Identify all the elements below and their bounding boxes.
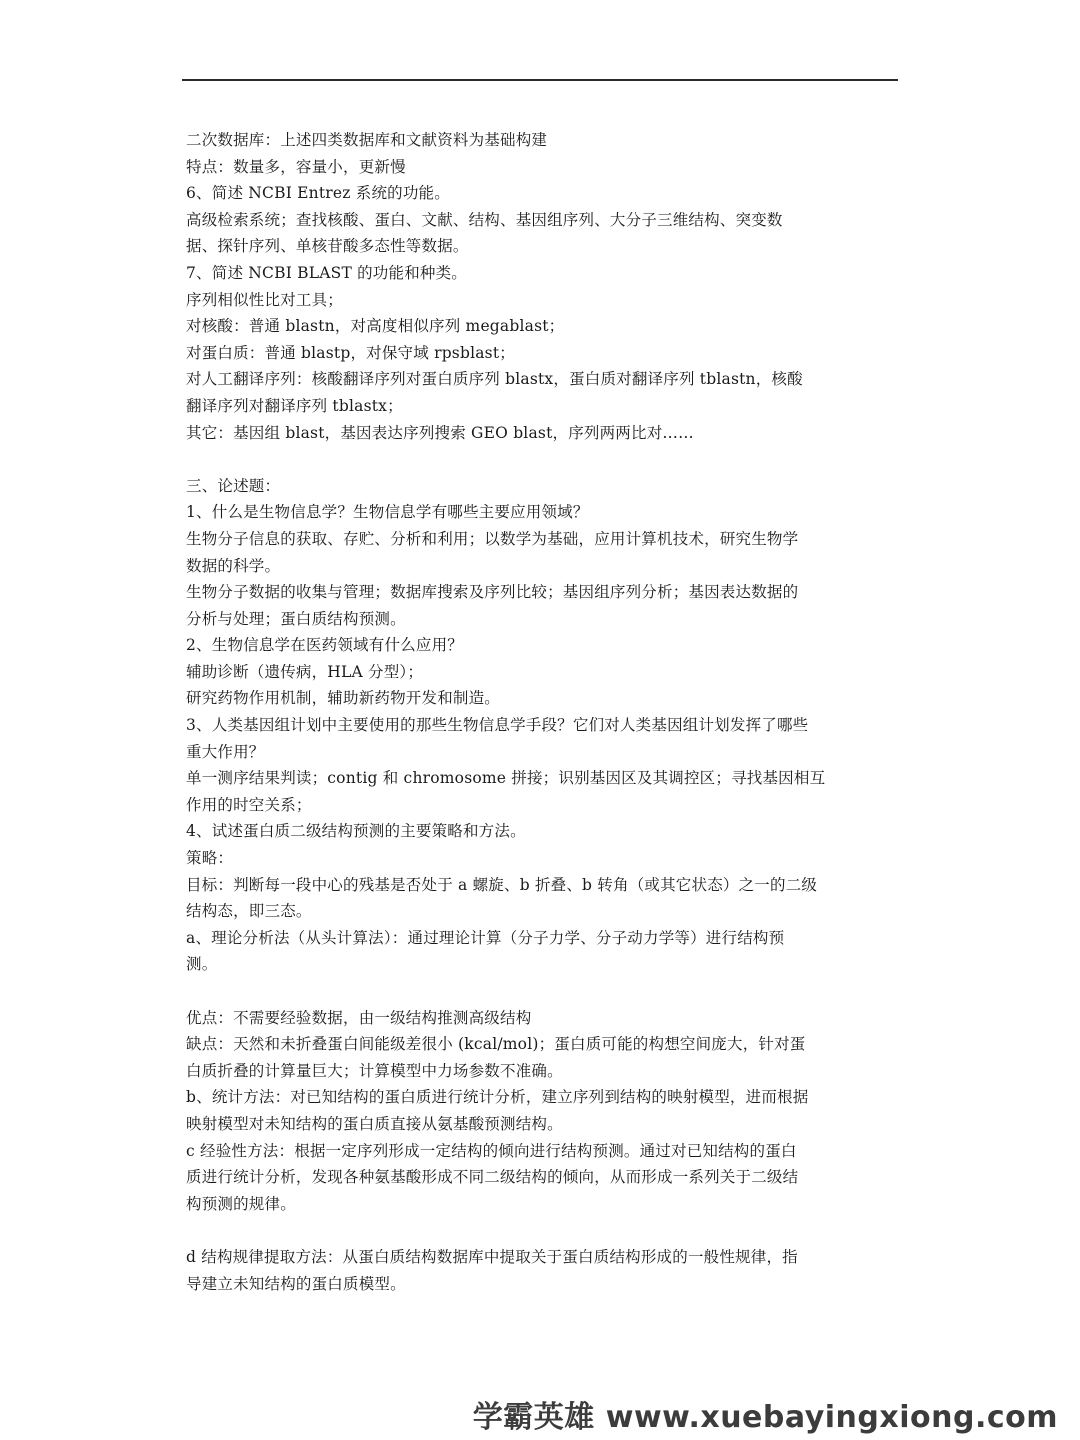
text-line: 三、论述题： [186,476,281,495]
text-line: 重大作用？ [186,742,265,761]
text-line: 映射模型对未知结构的蛋白质直接从氨基酸预测结构。 [186,1114,563,1133]
header-rule [182,79,898,81]
text-line: 生物分子数据的收集与管理；数据库搜索及序列比较；基因组序列分析；基因表达数据的 [186,583,799,602]
text-line: 对人工翻译序列：核酸翻译序列对蛋白质序列 blastx，蛋白质对翻译序列 tblastn，核酸 [186,370,803,389]
text-line: 生物分子信息的获取、存贮、分析和利用；以数学为基础，应用计算机技术，研究生物学 [186,529,799,548]
text-line: 数据的科学。 [186,556,281,575]
text-line: 其它：基因组 blast，基因表达序列搜索 GEO blast，序列两两比对…… [186,423,694,442]
text-line: d 结构规律提取方法：从蛋白质结构数据库中提取关于蛋白质结构形成的一般性规律，指 [186,1247,798,1266]
blank-line [186,978,898,1005]
watermark: 学霸英雄 www.xuebayingxiong.com [472,1400,1058,1435]
text-line: 作用的时空关系； [186,795,312,814]
text-line: 序列相似性比对工具； [186,290,344,309]
text-line: 翻译序列对翻译序列 tblastx； [186,396,403,415]
text-line: 2、生物信息学在医药领域有什么应用？ [186,636,463,655]
text-line: 7、简述 NCBI BLAST 的功能和种类。 [186,263,468,282]
text-line: 对蛋白质：普通 blastp，对保守域 rpsblast； [186,343,515,362]
text-line: 构预测的规律。 [186,1194,296,1213]
text-line: 6、简述 NCBI Entrez 系统的功能。 [186,184,450,203]
text-line: b、统计方法：对已知结构的蛋白质进行统计分析，建立序列到结构的映射模型，进而根据 [186,1088,809,1107]
text-line: 据、探针序列、单核苷酸多态性等数据。 [186,237,469,256]
blank-line [186,1217,898,1244]
text-line: 研究药物作用机制，辅助新药物开发和制造。 [186,689,501,708]
text-line: 缺点：天然和未折叠蛋白间能级差很小 (kcal/mol)；蛋白质可能的构想空间庞大，针对蛋 [186,1035,806,1054]
document-body [186,127,898,1297]
text-line: 1、什么是生物信息学？生物信息学有哪些主要应用领域？ [186,503,589,522]
blank-line [186,446,898,473]
text-line: 策略： [186,849,234,868]
text-line: 高级检索系统；查找核酸、蛋白、文献、结构、基因组序列、大分子三维结构、突变数 [186,210,783,229]
text-line: 单一测序结果判读；contig 和 chromosome 拼接；识别基因区及其调控区；寻找基因相互 [186,769,826,788]
text-line: 对核酸：普通 blastn，对高度相似序列 megablast； [186,317,565,336]
text-line: 二次数据库：上述四类数据库和文献资料为基础构建 [186,131,548,149]
text-line: 目标：判断每一段中心的残基是否处于 a 螺旋、b 折叠、b 转角（或其它状态）之一的二级 [186,875,818,894]
text-line: 4、试述蛋白质二级结构预测的主要策略和方法。 [186,822,526,841]
text-line: 辅助诊断（遗传病，HLA 分型）； [186,662,424,681]
text-line: 优点：不需要经验数据，由一级结构推测高级结构 [186,1008,532,1027]
text-line: 3、人类基因组计划中主要使用的那些生物信息学手段？它们对人类基因组计划发挥了哪些 [186,716,809,735]
text-line: 特点：数量多，容量小，更新慢 [186,157,406,176]
text-line: c 经验性方法：根据一定序列形成一定结构的倾向进行结构预测。通过对已知结构的蛋白 [186,1141,797,1160]
text-line: 质进行统计分析，发现各种氨基酸形成不同二级结构的倾向，从而形成一系列关于二级结 [186,1168,799,1187]
text-line: 导建立未知结构的蛋白质模型。 [186,1274,406,1293]
text-line: 白质折叠的计算量巨大；计算模型中力场参数不准确。 [186,1061,563,1080]
text-line: a、理论分析法（从头计算法）：通过理论计算（分子力学、分子动力学等）进行结构预 [186,928,785,947]
text-line: 分析与处理；蛋白质结构预测。 [186,609,406,628]
text-line: 结构态，即三态。 [186,902,312,921]
text-line: 测。 [186,955,218,974]
